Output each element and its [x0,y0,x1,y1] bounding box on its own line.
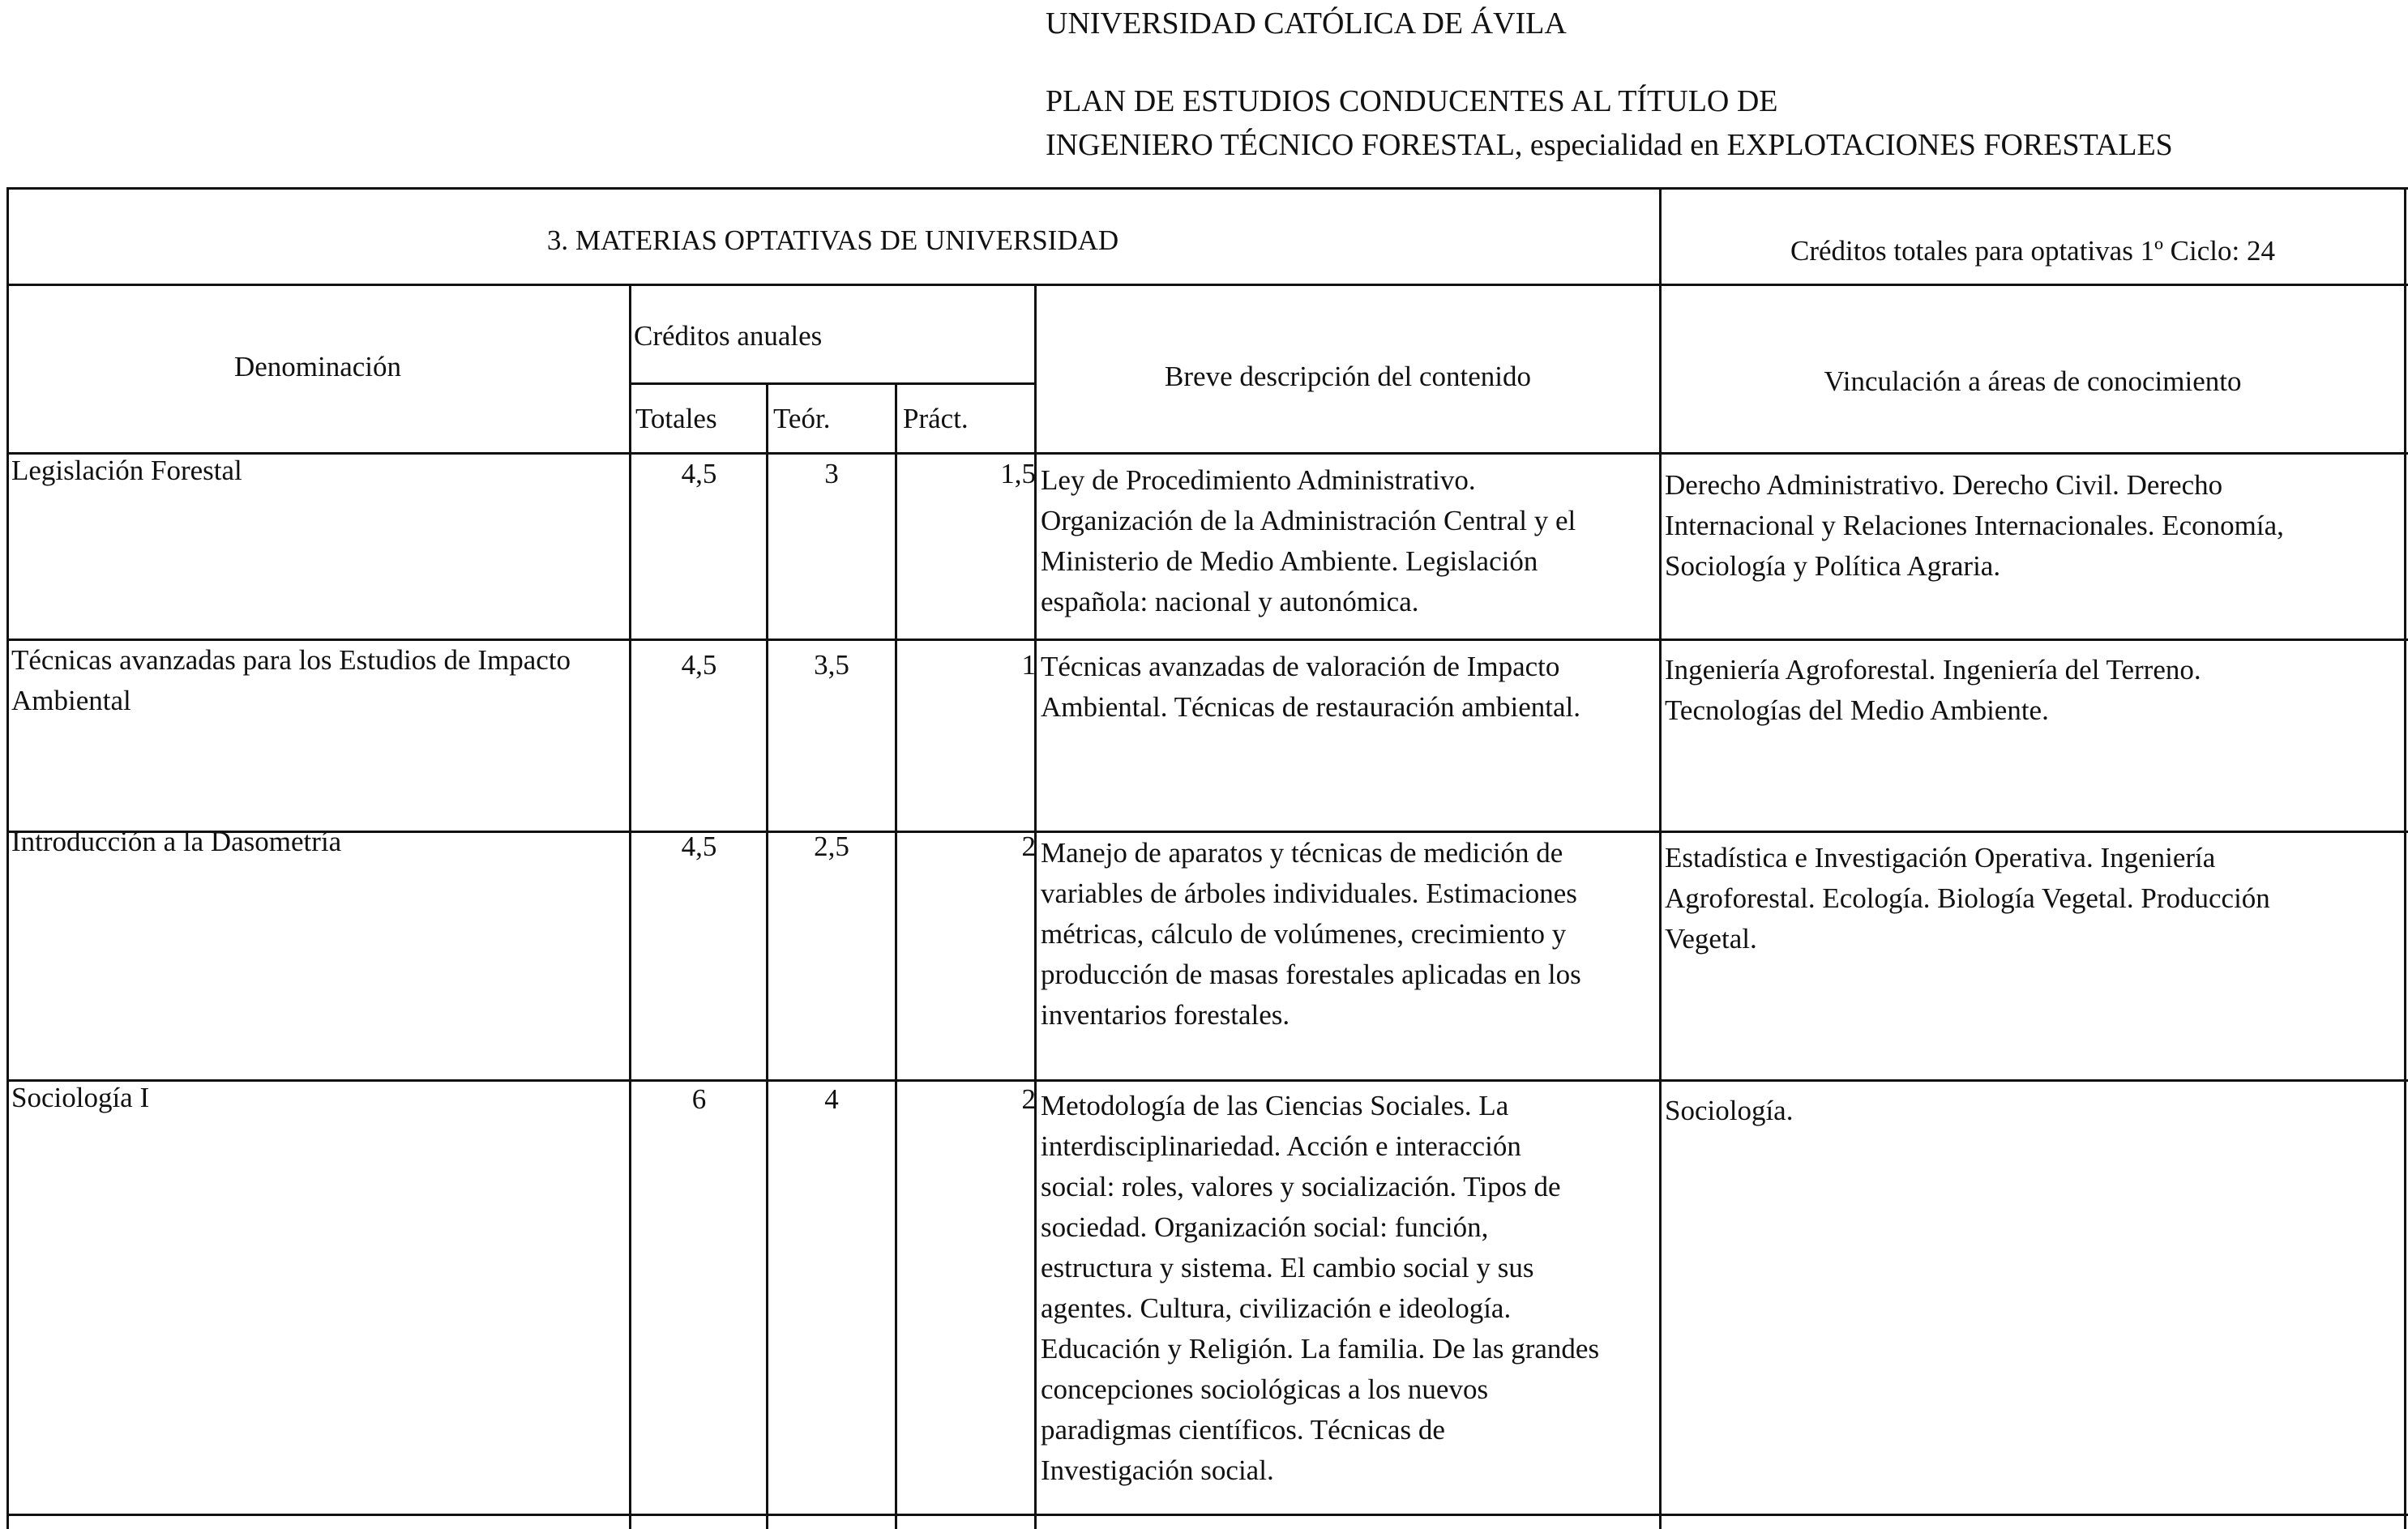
total-credits-label: Créditos totales para optativas 1º Ciclo: 24 [1790,235,2275,267]
row-name [11,451,242,491]
desc-line: inventarios forestales. [1041,999,1290,1031]
col-header-vinculacion: Vinculación a áreas de conocimiento [1824,365,2242,397]
col-divider-totales [766,382,768,1529]
desc-line: sociedad. Organización social: función, [1041,1211,1489,1243]
col-header-creditos-anuales: Créditos anuales [634,320,823,352]
row-totales: 4,5 [681,649,717,681]
desc-line: Metodología de las Ciencias Sociales. La [1041,1090,1509,1121]
row-name-line: Legislación Forestal [11,455,242,486]
row-totales: 6 [691,1083,707,1115]
col-divider-name [629,284,631,1529]
vinc-line: Tecnologías del Medio Ambiente. [1665,694,2049,726]
desc-line: métricas, cálculo de volúmenes, crecimiento y [1041,918,1567,950]
vinc-line: Estadística e Investigación Operativa. Ingeniería [1665,842,2216,873]
creditos-subheader-divider [629,382,1036,385]
row-divider-3 [6,1079,2408,1082]
vinc-line: Sociología y Política Agraria. [1665,550,2001,582]
desc-line: Ministerio de Medio Ambiente. Legislación [1041,545,1538,577]
header-bottom-divider [6,452,2408,455]
vinc-line: Sociología. [1665,1095,1794,1126]
vinc-line: Internacional y Relaciones Internacionales. Economía, [1665,510,2284,541]
table-top-border [6,187,2408,190]
desc-line: española: nacional y autonómica. [1041,586,1419,617]
row-name [11,822,341,862]
row-pract: 2 [1021,1083,1036,1115]
row-pract: 2 [1021,831,1036,862]
row-totales: 4,5 [681,458,717,489]
row-teor: 4 [824,1083,839,1115]
row-vinculacion [1665,465,2284,587]
vinc-line: Vegetal. [1665,923,1757,955]
col-header-pract: Práct. [903,403,969,434]
vinc-line: Ingeniería Agroforestal. Ingeniería del Terreno. [1665,654,2201,685]
university-name: UNIVERSIDAD CATÓLICA DE ÁVILA [1046,6,1567,41]
desc-line: interdisciplinariedad. Acción e interacción [1041,1130,1521,1162]
desc-line: Ley de Procedimiento Administrativo. [1041,464,1476,496]
row-name-line: Introducción a la Dasometría [11,826,342,857]
row-descripcion [1041,1086,1599,1491]
desc-line: Investigación social. [1041,1454,1274,1486]
desc-line: social: roles, valores y socialización. Tipos de [1041,1171,1561,1202]
row-name [11,1078,149,1118]
plan-title-line-2: INGENIERO TÉCNICO FORESTAL, especialidad en EXPLOTACIONES FORESTALES [1046,128,2173,162]
row-name-line: Sociología I [11,1082,150,1113]
section-title: 3. MATERIAS OPTATIVAS DE UNIVERSIDAD [546,224,1119,256]
row-teor: 2,5 [814,831,849,862]
table-left-border [6,187,9,1529]
row-name-line: Técnicas avanzadas para los Estudios de Impacto [11,644,571,676]
title-row-divider [6,284,2408,286]
row-descripcion [1041,460,1576,622]
col-divider-teor [895,382,897,1529]
row-totales: 4,5 [681,831,717,862]
row-vinculacion [1665,650,2201,731]
row-name-line: Ambiental [11,685,131,716]
desc-line: estructura y sistema. El cambio social y sus [1041,1252,1534,1283]
table-right-border [2404,187,2406,1529]
col-header-denominacion: Denominación [233,351,402,382]
desc-line: producción de masas forestales aplicadas en los [1041,959,1581,990]
row-teor: 3,5 [814,649,849,681]
row-pract: 1 [1021,649,1036,681]
row-descripcion [1041,833,1581,1036]
col-header-teor: Teór. [773,403,831,434]
row-pract: 1,5 [1000,458,1036,489]
row-vinculacion [1665,838,2270,959]
desc-line: Técnicas avanzadas de valoración de Impacto [1041,651,1560,682]
col-header-descripcion: Breve descripción del contenido [1165,361,1531,392]
desc-line: paradigmas científicos. Técnicas de [1041,1414,1445,1446]
desc-line: agentes. Cultura, civilización e ideología. [1041,1292,1512,1324]
row-teor: 3 [824,458,839,489]
row-descripcion [1041,647,1580,728]
desc-line: variables de árboles individuales. Estimaciones [1041,878,1577,909]
vinc-line: Agroforestal. Ecología. Biología Vegetal. Producción [1665,882,2270,914]
row-vinculacion [1665,1091,1793,1131]
desc-line: Organización de la Administración Central y el [1041,505,1576,536]
plan-title-line-1: PLAN DE ESTUDIOS CONDUCENTES AL TÍTULO DE [1046,84,1778,118]
desc-line: Manejo de aparatos y técnicas de medición de [1041,837,1563,869]
desc-line: Educación y Religión. La familia. De las grandes [1041,1333,1600,1365]
row-name [11,640,571,721]
desc-line: concepciones sociológicas a los nuevos [1041,1373,1489,1405]
table-bottom-border [6,1514,2408,1516]
vinc-line: Derecho Administrativo. Derecho Civil. Derecho [1665,469,2223,501]
col-header-totales: Totales [635,403,717,434]
desc-line: Ambiental. Técnicas de restauración ambiental. [1041,691,1581,723]
